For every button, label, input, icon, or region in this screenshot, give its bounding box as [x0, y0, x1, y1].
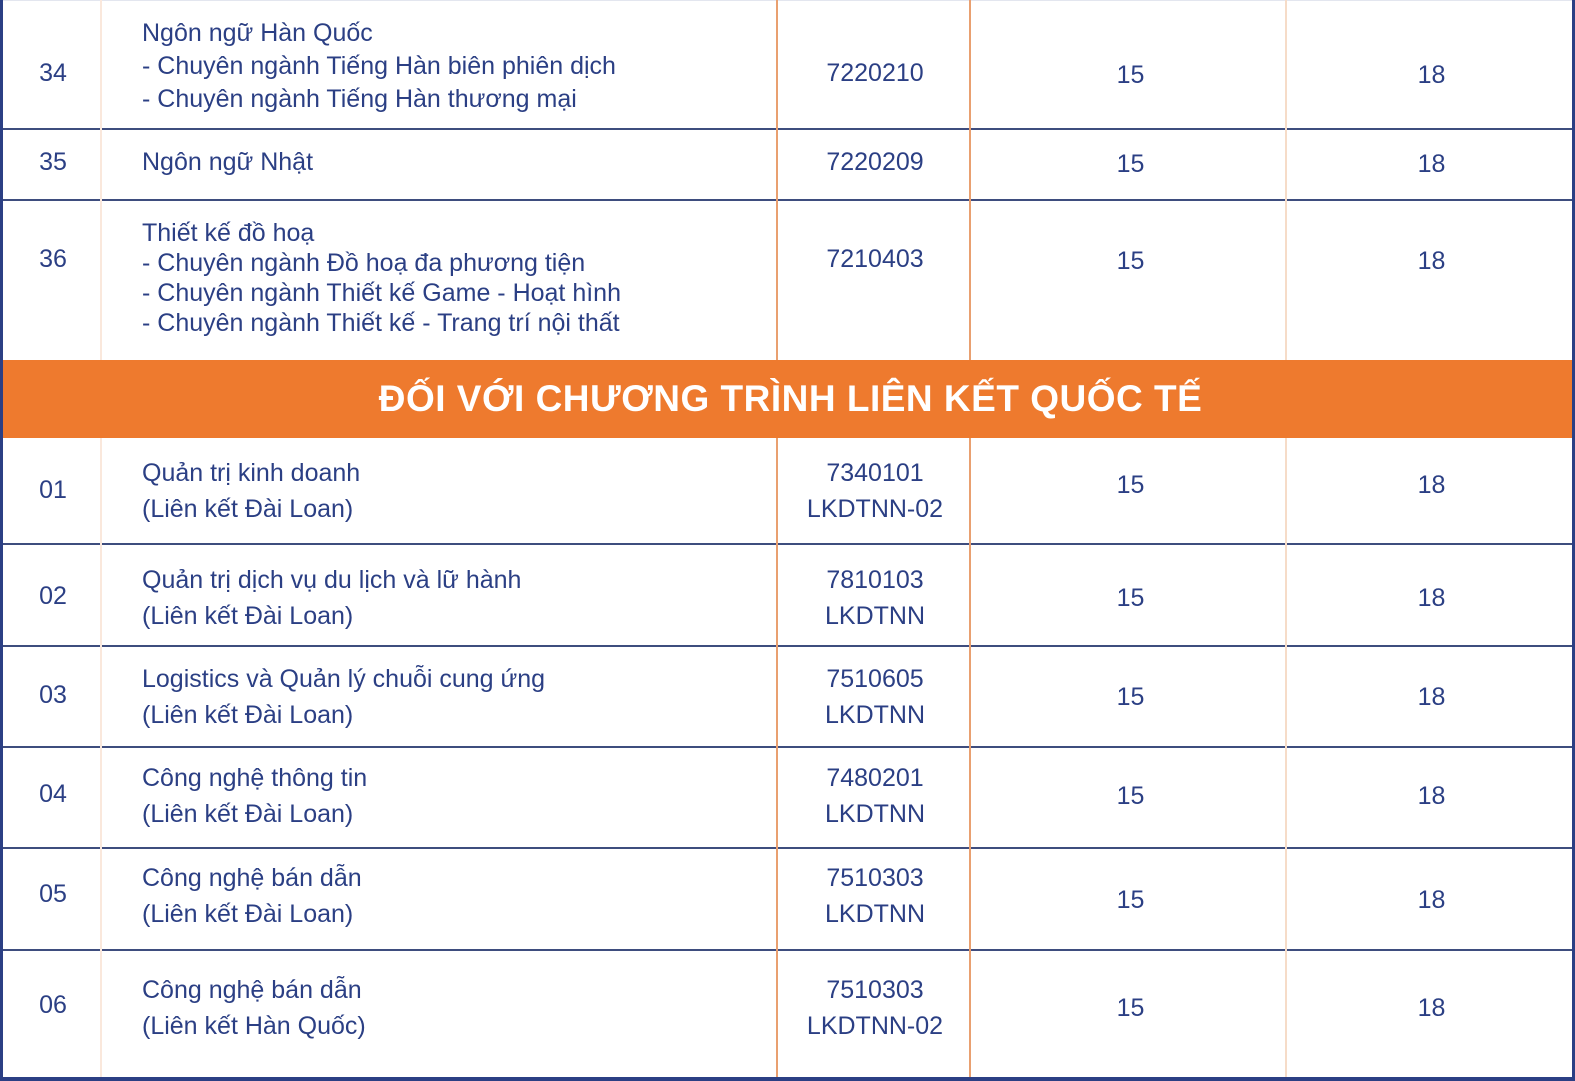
- major-name-line: (Liên kết Đài Loan): [142, 602, 354, 630]
- major-name-line: Ngôn ngữ Hàn Quốc: [142, 19, 373, 47]
- score-b: 18: [1417, 61, 1446, 89]
- major-name-line: (Liên kết Đài Loan): [142, 800, 354, 828]
- row-number: 35: [39, 148, 67, 176]
- major-name-line: Ngôn ngữ Nhật: [142, 148, 314, 176]
- row-number: 06: [39, 991, 67, 1019]
- major-code-line: LKDTNN: [824, 900, 925, 928]
- column-divider: [969, 0, 971, 1077]
- major-name-line: Logistics và Quản lý chuỗi cung ứng: [142, 665, 546, 693]
- row-number: 04: [39, 780, 67, 808]
- score-a: 15: [1116, 886, 1145, 914]
- row-number: 02: [39, 582, 67, 610]
- major-name: [142, 18, 772, 117]
- major-code-line: 7510605: [826, 665, 924, 693]
- major-name: [142, 763, 772, 830]
- major-code: [779, 763, 971, 830]
- major-code: 7210403: [826, 245, 924, 273]
- major-code-line: LKDTNN: [824, 701, 925, 729]
- major-code-line: LKDTNN-02: [806, 1012, 944, 1040]
- score-a: 15: [1116, 782, 1145, 810]
- table-row: [3, 951, 1575, 1077]
- major-name-line: Công nghệ thông tin: [142, 764, 368, 792]
- major-name: [142, 218, 772, 338]
- major-code: [779, 975, 971, 1042]
- score-a: 15: [1116, 61, 1145, 89]
- score-a: 15: [1116, 683, 1145, 711]
- major-name-line: (Liên kết Hàn Quốc): [142, 1012, 366, 1040]
- row-number: 36: [39, 245, 67, 273]
- major-code-line: 7510303: [826, 864, 924, 892]
- score-a: 15: [1116, 994, 1145, 1022]
- score-a: 15: [1116, 471, 1145, 499]
- table-row: [3, 647, 1575, 748]
- score-b: 18: [1417, 683, 1446, 711]
- column-divider: [1285, 0, 1287, 1077]
- major-name-line: Công nghệ bán dẫn: [142, 864, 362, 892]
- major-code-line: LKDTNN-02: [806, 495, 944, 523]
- score-b: 18: [1417, 886, 1446, 914]
- major-name: [142, 565, 772, 632]
- major-code: [779, 664, 971, 731]
- major-name: [142, 863, 772, 930]
- row-number: 34: [39, 59, 67, 87]
- table-row: [3, 130, 1575, 201]
- major-name-line: - Chuyên ngành Tiếng Hàn biên phiên dịch: [142, 52, 616, 80]
- major-code-line: 7810103: [826, 566, 924, 594]
- score-b: 18: [1417, 782, 1446, 810]
- score-b: 18: [1417, 247, 1446, 275]
- major-code-line: LKDTNN: [824, 602, 925, 630]
- score-b: 18: [1417, 584, 1446, 612]
- column-divider: [776, 0, 778, 1077]
- section-banner-title: ĐỐI VỚI CHƯƠNG TRÌNH LIÊN KẾT QUỐC TẾ: [378, 378, 1203, 419]
- major-name: [142, 147, 772, 178]
- major-name-line: (Liên kết Đài Loan): [142, 701, 354, 729]
- score-b: 18: [1417, 994, 1446, 1022]
- major-code: 7220210: [826, 59, 924, 87]
- major-name-line: (Liên kết Đài Loan): [142, 495, 354, 523]
- major-name: [142, 664, 772, 731]
- major-name-line: - Chuyên ngành Thiết kế Game - Hoạt hình: [142, 279, 621, 307]
- column-divider: [100, 0, 102, 1077]
- major-name-line: - Chuyên ngành Tiếng Hàn thương mại: [142, 85, 577, 113]
- table-row: [3, 748, 1575, 849]
- row-number: 03: [39, 681, 67, 709]
- major-code: [779, 565, 971, 632]
- major-code-line: 7510303: [826, 976, 924, 1004]
- major-code-line: 7480201: [826, 764, 924, 792]
- table-row: [3, 545, 1575, 647]
- row-number: 05: [39, 880, 67, 908]
- section-banner: [3, 360, 1575, 438]
- score-a: 15: [1116, 584, 1145, 612]
- major-code: [779, 863, 971, 930]
- major-name-line: - Chuyên ngành Đồ hoạ đa phương tiện: [142, 249, 586, 277]
- major-name: [142, 975, 772, 1042]
- major-name-line: Quản trị dịch vụ du lịch và lữ hành: [142, 566, 522, 594]
- score-a: 15: [1116, 150, 1145, 178]
- major-name-line: (Liên kết Đài Loan): [142, 900, 354, 928]
- major-code-line: LKDTNN: [824, 800, 925, 828]
- score-a: 15: [1116, 247, 1145, 275]
- major-name: [142, 458, 772, 525]
- table-row: [3, 0, 1575, 130]
- major-name-line: - Chuyên ngành Thiết kế - Trang trí nội thất: [142, 309, 620, 337]
- major-code: [779, 458, 971, 525]
- score-b: 18: [1417, 150, 1446, 178]
- row-number: 01: [39, 476, 67, 504]
- major-code: 7220209: [826, 148, 924, 176]
- major-name-line: Thiết kế đồ hoạ: [142, 219, 315, 247]
- table-row: [3, 438, 1575, 545]
- table-row: [3, 849, 1575, 951]
- table-row: [3, 201, 1575, 361]
- major-name-line: Công nghệ bán dẫn: [142, 976, 362, 1004]
- major-name-line: Quản trị kinh doanh: [142, 459, 361, 487]
- score-b: 18: [1417, 471, 1446, 499]
- major-code-line: 7340101: [826, 459, 924, 487]
